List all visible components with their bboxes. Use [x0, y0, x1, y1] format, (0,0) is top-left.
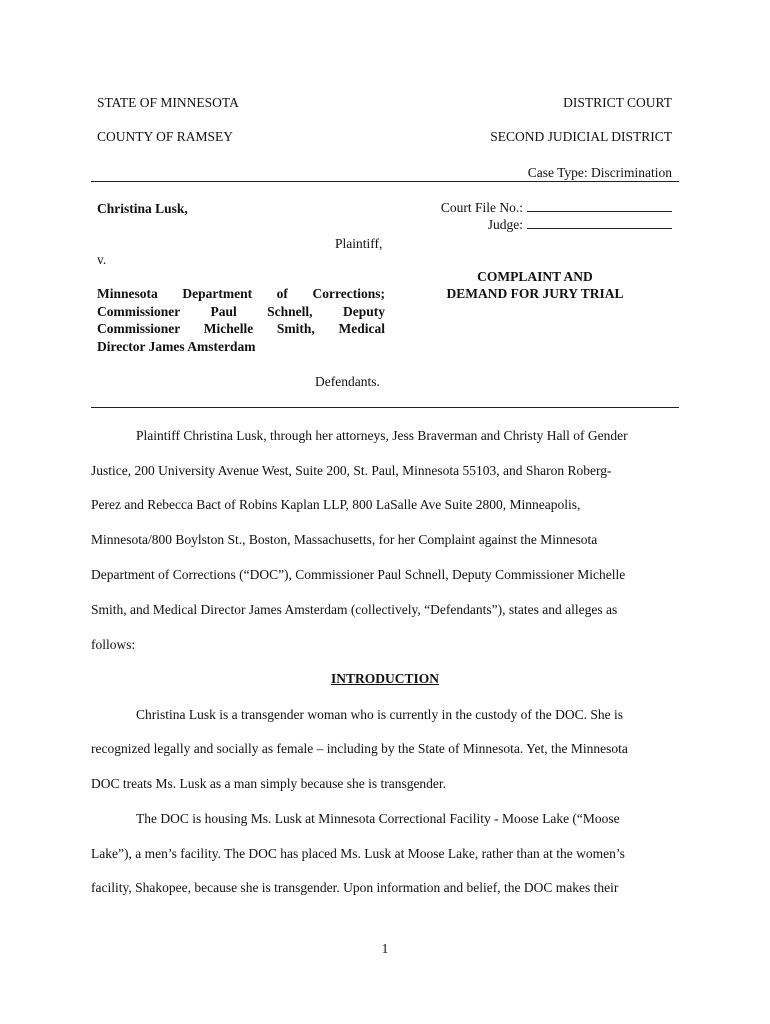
- county-caption: COUNTY OF RAMSEY: [97, 129, 234, 144]
- intro-line-6: Smith, and Medical Director James Amsterdam (collectively, “Defendants”), states and alleges as: [91, 602, 618, 617]
- document-title-line-1: COMPLAINT AND: [477, 269, 593, 284]
- court-file-no-label: Court File No.:: [440, 200, 523, 215]
- section-heading: INTRODUCTION: [330, 671, 439, 686]
- versus: v.: [97, 252, 107, 267]
- defendant-line-3: Commissioner Michelle Smith, Medical: [97, 321, 385, 336]
- caption-bottom-rule: [91, 407, 679, 408]
- case-type: Case Type: Discrimination: [527, 165, 672, 180]
- defendants-label: Defendants.: [315, 374, 380, 389]
- defendant-line-2: Commissioner Paul Schnell, Deputy: [97, 304, 385, 319]
- district-caption: SECOND JUDICIAL DISTRICT: [490, 129, 672, 144]
- state-caption: STATE OF MINNESOTA: [97, 95, 239, 110]
- caption-top-rule: [91, 181, 679, 182]
- judge: [488, 217, 672, 233]
- court-file-no-blank: [527, 200, 672, 212]
- page-number: 1: [381, 941, 389, 956]
- section-p2-line-1: The DOC is housing Ms. Lusk at Minnesota Correctional Facility - Moose Lake (“Moose: [136, 811, 620, 826]
- intro-line-4: Minnesota/800 Boylston St., Boston, Massachusetts, for her Complaint against the Minnesota: [91, 532, 598, 547]
- intro-line-1: Plaintiff Christina Lusk, through her attorneys, Jess Braverman and Christy Hall of Gender: [136, 428, 628, 443]
- plaintiff-label: Plaintiff,: [335, 236, 383, 251]
- intro-line-3: Perez and Rebecca Bact of Robins Kaplan LLP, 800 LaSalle Ave Suite 2800, Minneapolis,: [91, 497, 581, 512]
- section-p2-line-2: Lake”), a men’s facility. The DOC has placed Ms. Lusk at Moose Lake, rather than at the women’s: [91, 846, 625, 861]
- section-p1-line-3: DOC treats Ms. Lusk as a man simply because she is transgender.: [91, 776, 447, 791]
- intro-line-7: follows:: [91, 637, 136, 652]
- court-file-no: [441, 200, 672, 216]
- plaintiff-name: Christina Lusk,: [97, 201, 188, 216]
- document-title-line-2: DEMAND FOR JURY TRIAL: [446, 286, 624, 301]
- defendant-line-4: Director James Amsterdam: [97, 339, 256, 354]
- court-caption: DISTRICT COURT: [563, 95, 672, 110]
- intro-line-5: Department of Corrections (“DOC”), Commissioner Paul Schnell, Deputy Commissioner Michelle: [91, 567, 626, 582]
- section-p1-line-2: recognized legally and socially as female – including by the State of Minnesota. Yet, the Minnesota: [91, 741, 628, 756]
- section-p1-line-1: Christina Lusk is a transgender woman who is currently in the custody of the DOC. She is: [136, 707, 624, 722]
- judge-label: Judge:: [487, 217, 523, 232]
- defendant-line-1: Minnesota Department of Corrections;: [97, 286, 385, 301]
- section-p2-line-3: facility, Shakopee, because she is transgender. Upon information and belief, the DOC makes their: [91, 880, 619, 895]
- judge-blank: [527, 217, 672, 229]
- intro-line-2: Justice, 200 University Avenue West, Suite 200, St. Paul, Minnesota 55103, and Sharon Roberg-: [91, 463, 612, 478]
